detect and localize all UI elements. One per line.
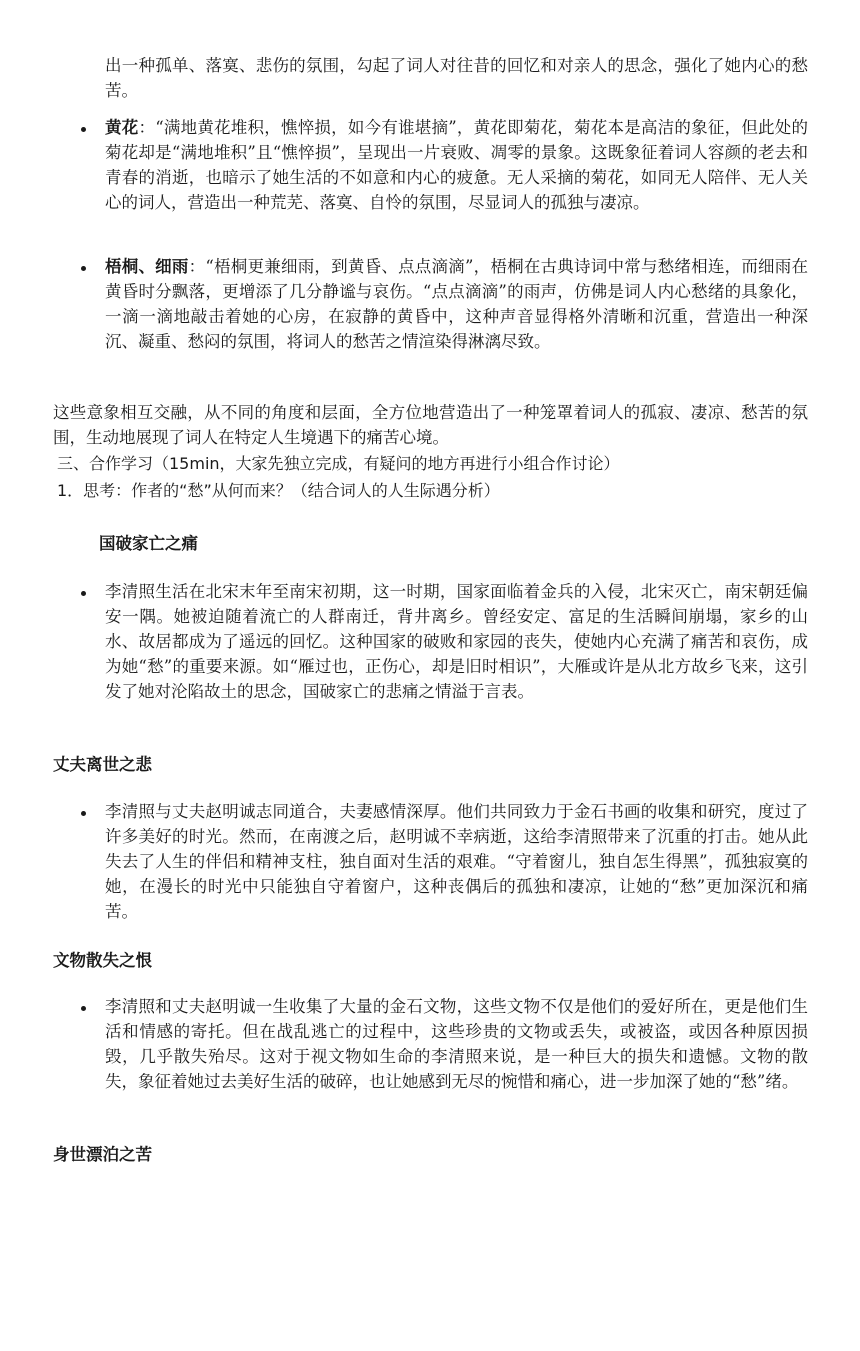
reason-heading-wandering: 身世漂泊之苦 <box>53 1145 152 1164</box>
reason-heading-husband: 丈夫离世之悲 <box>53 755 152 774</box>
bullet-text: ：“梧桐更兼细雨，到黄昏、点点滴滴”，梧桐在古典诗词中常与愁绪相连，而细雨在黄昏时分飘落，更增添了几分静谧与哀伤。“点点滴滴”的雨声，仿佛是词人内心愁绪的具象化，一滴一滴地敲击着她的心房，在寂静的黄昏中，这种声音显得格外清晰和沉重，营造出一种深沉、凝重、愁闷的氛围，将词人的愁苦之情渲染得淋漓尽致。 <box>105 257 809 351</box>
bullet-marker <box>81 1006 86 1011</box>
continuation-paragraph: 出一种孤单、落寞、悲伤的氛围，勾起了词人对往昔的回忆和对亲人的思念，强化了她内心的愁苦。 <box>105 56 808 100</box>
bullet-marker <box>81 591 86 596</box>
reason-text-relics: 李清照和丈夫赵明诚一生收集了大量的金石文物，这些文物不仅是他们的爱好所在，更是他们生活和情感的寄托。但在战乱逃亡的过程中，这些珍贵的文物或丢失，或被盗，或因各种原因损毁，几乎散失殆尽。这对于视文物如生命的李清照来说，是一种巨大的损失和遗憾。文物的散失，象征着她过去美好生活的破碎，也让她感到无尽的惋惜和痛心，进一步加深了她的“愁”绪。 <box>105 997 808 1091</box>
reason-heading-relics: 文物散失之恨 <box>53 951 152 970</box>
bullet-term: 梧桐、细雨 <box>105 257 189 276</box>
bullet-text: ：“满地黄花堆积，憔悴损，如今有谁堪摘”，黄花即菊花，菊花本是高洁的象征，但此处的菊花却是“满地堆积”且“憔悴损”，呈现出一片衰败、凋零的景象。这既象征着词人容颜的老去和青春的消逝，也暗示了她生活的不如意和内心的疲惫。无人采摘的菊花，如同无人陪伴、无人关心的词人，营造出一种荒芜、落寞、自怜的氛围，尽显词人的孤独与凄凉。 <box>105 118 809 212</box>
summary-paragraph: 这些意象相互交融，从不同的角度和层面，全方位地营造出了一种笼罩着词人的孤寂、凄凉、愁苦的氛围，生动地展现了词人在特定人生境遇下的痛苦心境。 <box>53 403 808 447</box>
imagery-bullet-wutong <box>105 254 808 354</box>
bullet-marker <box>81 811 86 816</box>
imagery-bullet-huanghua <box>105 115 808 215</box>
bullet-term: 黄花 <box>105 118 139 137</box>
reason-heading-country: 国破家亡之痛 <box>99 534 198 553</box>
section-three-heading: 三、合作学习（15min，大家先独立完成，有疑问的地方再进行小组合作讨论） <box>57 454 620 473</box>
reason-text-country: 李清照生活在北宋末年至南宋初期，这一时期，国家面临着金兵的入侵，北宋灭亡，南宋朝廷偏安一隅。她被迫随着流亡的人群南迁，背井离乡。曾经安定、富足的生活瞬间崩塌，家乡的山水、故居都成为了遥远的回忆。这种国家的破败和家园的丧失，使她内心充满了痛苦和哀伤，成为她“愁”的重要来源。如“雁过也，正伤心，却是旧时相识”，大雁或许是从北方故乡飞来，这引发了她对沦陷故土的思念，国破家亡的悲痛之情溢于言表。 <box>105 582 808 701</box>
question-one: 1．思考：作者的“愁”从何而来？（结合词人的人生际遇分析） <box>57 481 500 500</box>
bullet-marker <box>81 127 86 132</box>
bullet-marker <box>81 266 86 271</box>
reason-text-husband: 李清照与丈夫赵明诚志同道合，夫妻感情深厚。他们共同致力于金石书画的收集和研究，度过了许多美好的时光。然而，在南渡之后，赵明诚不幸病逝，这给李清照带来了沉重的打击。她从此失去了人生的伴侣和精神支柱，独自面对生活的艰难。“守着窗儿，独自怎生得黑”，孤独寂寞的她，在漫长的时光中只能独自守着窗户，这种丧偶后的孤独和凄凉，让她的“愁”更加深沉和痛苦。 <box>105 802 808 921</box>
